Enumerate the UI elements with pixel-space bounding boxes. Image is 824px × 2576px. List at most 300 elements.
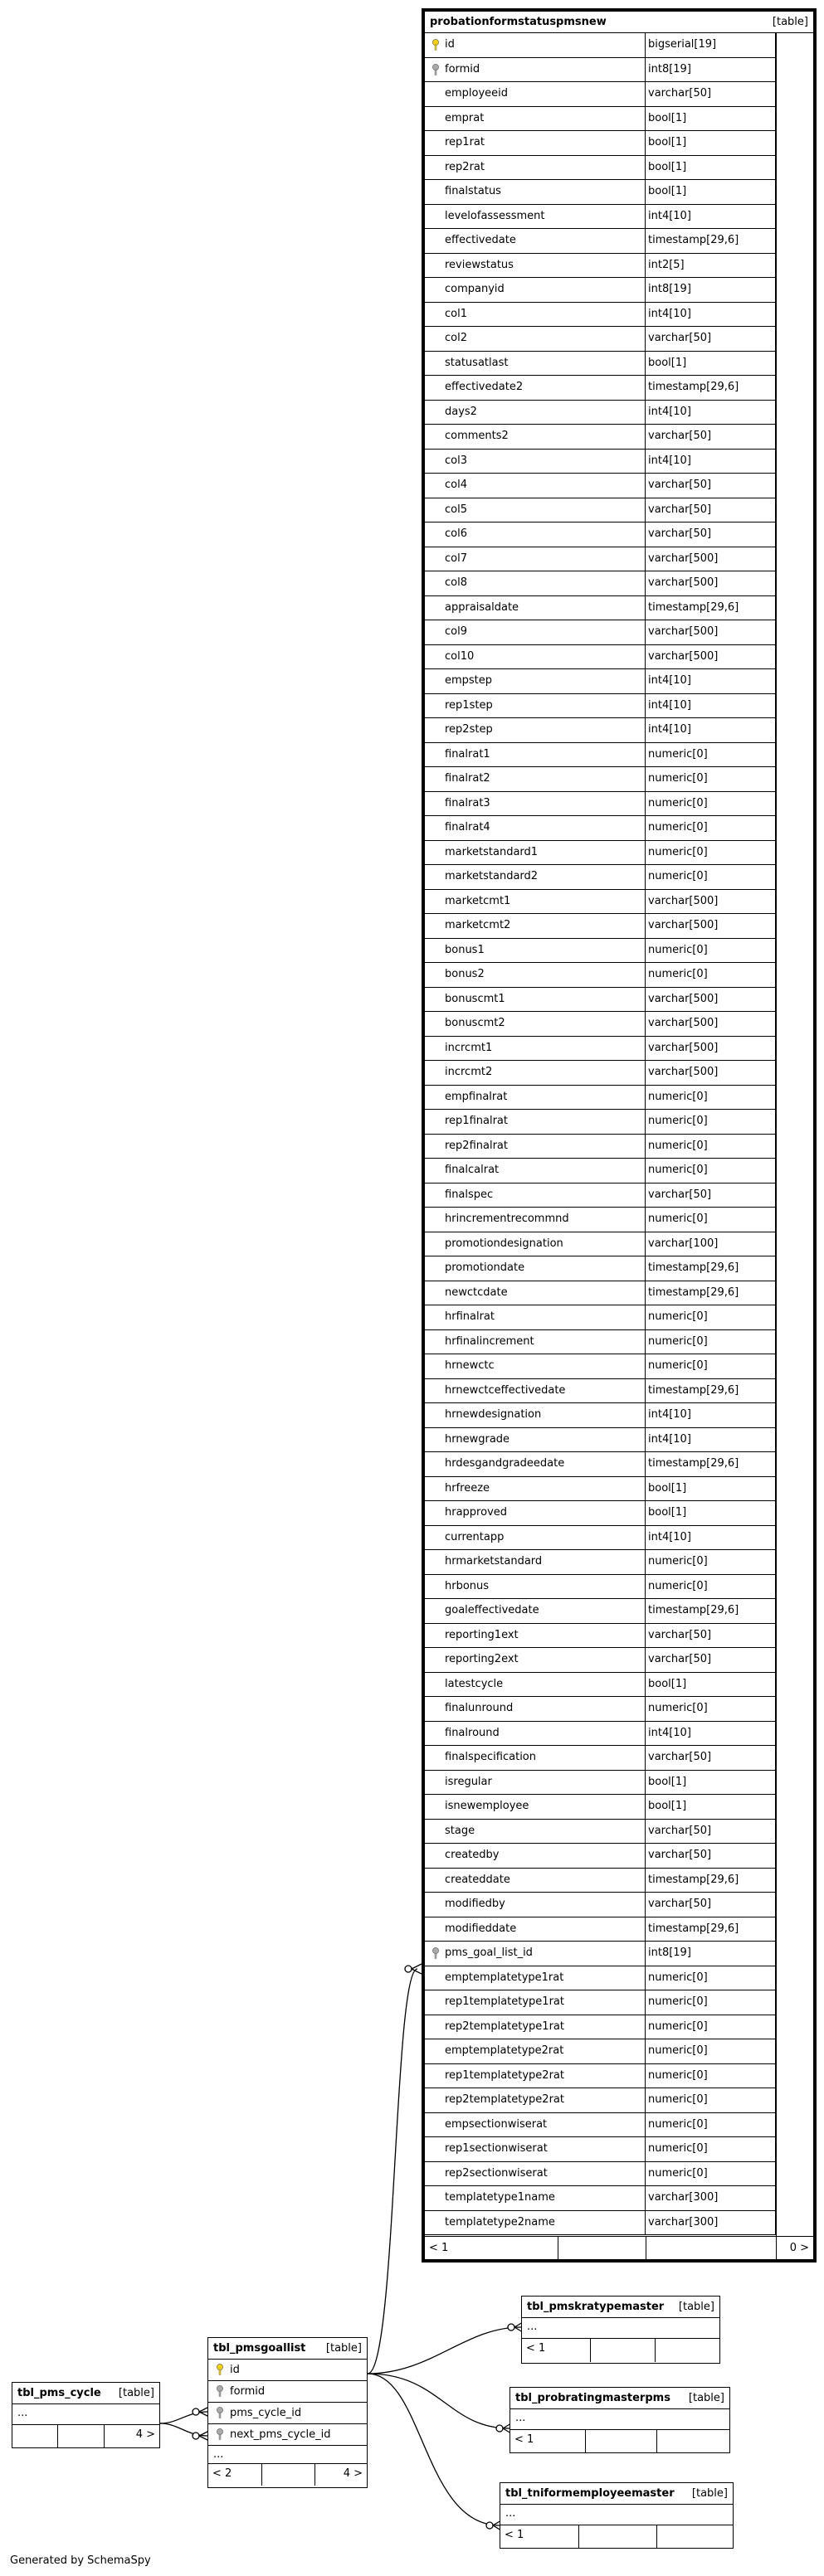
column-type: int4[10] — [646, 694, 776, 718]
table-right-strip — [776, 33, 777, 2236]
table-kind: [table] — [772, 16, 808, 28]
column-name: statusatlast — [425, 352, 646, 376]
column-row[interactable] — [425, 1624, 776, 1649]
column-type: numeric[0] — [646, 1697, 776, 1721]
table-tbl-pmskratypemaster[interactable] — [521, 2296, 720, 2364]
table-kind: [table] — [688, 2392, 724, 2404]
column-name: hrapproved — [425, 1501, 646, 1525]
column-row[interactable] — [425, 156, 776, 181]
column-row[interactable] — [425, 1795, 776, 1820]
column-type: numeric[0] — [646, 743, 776, 767]
column-row[interactable] — [425, 1256, 776, 1281]
column-row[interactable] — [208, 2381, 367, 2403]
column-row[interactable] — [425, 1379, 776, 1404]
column-type: bool[1] — [646, 180, 776, 204]
column-name: finalstatus — [425, 180, 646, 204]
table-probationformstatuspmsnew[interactable] — [422, 8, 817, 2263]
column-name: promotiondesignation — [425, 1232, 646, 1256]
column-name: hrnewctceffectivedate — [425, 1379, 646, 1403]
column-name: rep2sectionwiserat — [425, 2162, 646, 2186]
primary-key-icon — [216, 2364, 224, 2375]
column-row[interactable] — [425, 205, 776, 230]
column-type: timestamp[29,6] — [646, 229, 776, 253]
column-type: int4[10] — [646, 450, 776, 474]
more-columns: ... — [208, 2446, 367, 2464]
primary-key-icon — [432, 39, 440, 51]
column-row[interactable] — [208, 2403, 367, 2424]
column-type: timestamp[29,6] — [646, 1869, 776, 1893]
table-name[interactable]: tbl_pmskratypemaster — [527, 2301, 665, 2313]
column-type: numeric[0] — [646, 2088, 776, 2112]
table-footer — [500, 2525, 733, 2549]
column-row[interactable] — [425, 890, 776, 915]
column-type: varchar[50] — [646, 425, 776, 449]
column-row[interactable] — [425, 1697, 776, 1722]
table-name[interactable]: tbl_pms_cycle — [17, 2387, 101, 2399]
column-row[interactable] — [425, 229, 776, 254]
relation-end-main — [405, 1966, 412, 1972]
column-row[interactable] — [425, 352, 776, 377]
column-type: int2[5] — [646, 254, 776, 278]
column-name: formid — [425, 58, 646, 82]
parents-count[interactable]: < 1 — [514, 2433, 534, 2446]
column-list — [208, 2360, 367, 2446]
column-type: varchar[50] — [646, 1624, 776, 1648]
column-type: numeric[0] — [646, 1990, 776, 2015]
column-type: numeric[0] — [646, 1330, 776, 1354]
column-row[interactable] — [425, 1208, 776, 1232]
column-type: bool[1] — [646, 131, 776, 155]
column-type: bool[1] — [646, 1771, 776, 1795]
column-row[interactable] — [425, 1746, 776, 1771]
column-list — [425, 33, 813, 2235]
column-row[interactable] — [425, 571, 776, 596]
column-row[interactable] — [425, 865, 776, 890]
column-row[interactable] — [425, 2064, 776, 2089]
column-name: formid — [230, 2385, 266, 2398]
column-type: varchar[50] — [646, 82, 776, 106]
column-type: numeric[0] — [646, 2039, 776, 2063]
column-row[interactable] — [425, 327, 776, 352]
column-type: numeric[0] — [646, 1550, 776, 1574]
column-name: pms_cycle_id — [230, 2407, 302, 2419]
table-header — [510, 2388, 729, 2409]
column-name: incrcmt2 — [425, 1061, 646, 1085]
more-columns: ... — [522, 2318, 719, 2339]
column-name: hrfinalincrement — [425, 1330, 646, 1354]
column-type: varchar[500] — [646, 571, 776, 595]
column-row[interactable] — [425, 107, 776, 132]
column-row[interactable] — [425, 1942, 776, 1966]
column-name: modifieddate — [425, 1917, 646, 1942]
column-type: bool[1] — [646, 107, 776, 131]
column-type: bool[1] — [646, 156, 776, 180]
table-footer — [522, 2339, 719, 2362]
column-row[interactable] — [425, 1061, 776, 1086]
column-row[interactable] — [425, 988, 776, 1013]
column-type: numeric[0] — [646, 2064, 776, 2088]
table-tbl-pmsgoallist[interactable] — [207, 2337, 368, 2488]
column-name: isregular — [425, 1771, 646, 1795]
column-name: effectivedate — [425, 229, 646, 253]
column-name: levelofassessment — [425, 205, 646, 229]
column-row[interactable] — [425, 425, 776, 450]
index-key-icon — [216, 2407, 224, 2418]
column-row[interactable] — [425, 2137, 776, 2162]
column-row[interactable] — [425, 841, 776, 866]
column-type: numeric[0] — [646, 1159, 776, 1183]
column-type: varchar[500] — [646, 1037, 776, 1061]
parents-count[interactable]: < 1 — [505, 2529, 524, 2541]
column-row[interactable] — [425, 33, 776, 58]
column-row[interactable] — [425, 1281, 776, 1306]
column-type: numeric[0] — [646, 1135, 776, 1159]
table-tbl-probratingmasterpms[interactable] — [510, 2387, 730, 2453]
column-row[interactable] — [425, 792, 776, 817]
column-name: latestcycle — [425, 1673, 646, 1697]
column-type: bigserial[19] — [646, 33, 776, 57]
column-row[interactable] — [425, 1893, 776, 1917]
column-name: pms_goal_list_id — [425, 1942, 646, 1966]
column-row[interactable] — [425, 1428, 776, 1453]
column-type: timestamp[29,6] — [646, 1599, 776, 1623]
column-row[interactable] — [425, 1232, 776, 1257]
column-name: templatetype1name — [425, 2186, 646, 2210]
column-row[interactable] — [425, 1184, 776, 1208]
column-type: int4[10] — [646, 1403, 776, 1427]
table-name[interactable]: tbl_pmsgoallist — [213, 2342, 306, 2355]
column-type: timestamp[29,6] — [646, 596, 776, 620]
column-row[interactable] — [425, 1820, 776, 1845]
column-type: varchar[300] — [646, 2211, 776, 2235]
column-type: int8[19] — [646, 1942, 776, 1966]
column-name: hrfreeze — [425, 1477, 646, 1501]
column-name: reviewstatus — [425, 254, 646, 278]
column-row[interactable] — [425, 718, 776, 743]
column-row[interactable] — [425, 2186, 776, 2211]
column-row[interactable] — [425, 2039, 776, 2064]
column-row[interactable] — [425, 1086, 776, 1111]
column-row[interactable] — [425, 2211, 776, 2236]
table-name[interactable]: tbl_tniformemployeemaster — [505, 2487, 675, 2500]
column-row[interactable] — [425, 1917, 776, 1942]
column-type: varchar[50] — [646, 1893, 776, 1917]
relation-cycle-to-goallist-a — [160, 2412, 207, 2423]
column-type: numeric[0] — [646, 1110, 776, 1134]
column-type: varchar[50] — [646, 327, 776, 351]
table-kind: [table] — [678, 2301, 714, 2313]
column-name: empstep — [425, 669, 646, 693]
column-name: newctcdate — [425, 1281, 646, 1305]
column-type: varchar[50] — [646, 522, 776, 547]
column-row[interactable] — [425, 1330, 776, 1355]
column-type: varchar[500] — [646, 620, 776, 644]
column-row[interactable] — [425, 522, 776, 547]
column-type: int8[19] — [646, 278, 776, 302]
column-name: rep2step — [425, 718, 646, 742]
column-type: varchar[500] — [646, 914, 776, 938]
table-tbl-pms-cycle[interactable] — [12, 2382, 160, 2448]
column-name: emptemplatetype2rat — [425, 2039, 646, 2063]
column-name: finalunround — [425, 1697, 646, 1721]
column-row[interactable] — [425, 1501, 776, 1526]
column-type: int4[10] — [646, 718, 776, 742]
column-name: col1 — [425, 303, 646, 327]
column-name: rep2templatetype1rat — [425, 2015, 646, 2039]
column-row[interactable] — [425, 498, 776, 523]
column-type: numeric[0] — [646, 2137, 776, 2161]
column-type: numeric[0] — [646, 963, 776, 987]
generated-by-label: Generated by SchemaSpy — [10, 2554, 151, 2567]
column-type: numeric[0] — [646, 792, 776, 816]
parents-count[interactable]: < 1 — [429, 2242, 449, 2254]
column-row[interactable] — [425, 547, 776, 572]
parents-count[interactable]: < 2 — [212, 2467, 232, 2480]
column-name: id — [425, 33, 646, 57]
column-name: employeeid — [425, 82, 646, 106]
column-row[interactable] — [425, 1990, 776, 2015]
column-name: emprat — [425, 107, 646, 131]
column-name: modifiedby — [425, 1893, 646, 1917]
table-header — [12, 2383, 159, 2404]
column-row[interactable] — [425, 1844, 776, 1869]
column-name: finalround — [425, 1722, 646, 1746]
column-name: templatetype2name — [425, 2211, 646, 2235]
column-row[interactable] — [425, 1869, 776, 1893]
column-row[interactable] — [425, 278, 776, 303]
column-name: empsectionwiserat — [425, 2113, 646, 2137]
column-name: col9 — [425, 620, 646, 644]
column-name: createdby — [425, 1844, 646, 1868]
column-row[interactable] — [425, 1477, 776, 1502]
column-row[interactable] — [425, 1550, 776, 1575]
column-name: comments2 — [425, 425, 646, 449]
column-row[interactable] — [425, 376, 776, 401]
column-type: numeric[0] — [646, 865, 776, 889]
column-type: int4[10] — [646, 401, 776, 425]
column-type: varchar[500] — [646, 988, 776, 1012]
relation-goallist-to-main — [368, 1969, 417, 2374]
column-name: reporting2ext — [425, 1648, 646, 1672]
column-row[interactable] — [208, 2360, 367, 2381]
column-row[interactable] — [425, 1452, 776, 1477]
column-row[interactable] — [425, 2015, 776, 2040]
column-row[interactable] — [425, 1673, 776, 1698]
column-type: varchar[50] — [646, 1648, 776, 1672]
table-kind: [table] — [325, 2342, 362, 2355]
column-type: varchar[50] — [646, 498, 776, 522]
column-row[interactable] — [425, 1648, 776, 1673]
column-type: bool[1] — [646, 1501, 776, 1525]
column-name: rep1templatetype1rat — [425, 1990, 646, 2015]
column-row[interactable] — [425, 2113, 776, 2138]
table-header — [500, 2483, 733, 2505]
column-type: varchar[500] — [646, 890, 776, 914]
column-row[interactable] — [425, 694, 776, 719]
column-name: rep1rat — [425, 131, 646, 155]
column-name: goaleffectivedate — [425, 1599, 646, 1623]
column-row[interactable] — [425, 939, 776, 964]
column-row[interactable] — [425, 914, 776, 939]
column-type: numeric[0] — [646, 816, 776, 840]
column-row[interactable] — [425, 450, 776, 474]
column-row[interactable] — [425, 1526, 776, 1551]
column-row[interactable] — [425, 1135, 776, 1159]
column-row[interactable] — [425, 645, 776, 670]
column-row[interactable] — [425, 2088, 776, 2113]
column-name: days2 — [425, 401, 646, 425]
column-row[interactable] — [425, 1354, 776, 1379]
table-footer — [12, 2425, 159, 2448]
column-name: bonuscmt2 — [425, 1012, 646, 1036]
column-row[interactable] — [425, 2162, 776, 2187]
column-type: int4[10] — [646, 205, 776, 229]
column-name: empfinalrat — [425, 1086, 646, 1110]
column-row[interactable] — [425, 816, 776, 841]
column-row[interactable] — [425, 1575, 776, 1600]
parents-count[interactable]: < 1 — [526, 2342, 546, 2355]
column-type: varchar[500] — [646, 1061, 776, 1085]
index-key-icon — [216, 2428, 224, 2440]
column-row[interactable] — [425, 82, 776, 107]
table-footer — [510, 2430, 729, 2453]
table-name[interactable]: tbl_probratingmasterpms — [515, 2392, 670, 2404]
table-name[interactable]: probationformstatuspmsnew — [430, 16, 607, 28]
column-row[interactable] — [425, 58, 776, 83]
column-type: bool[1] — [646, 1795, 776, 1819]
column-type: varchar[500] — [646, 645, 776, 669]
column-name: companyid — [425, 278, 646, 302]
column-name: reporting1ext — [425, 1624, 646, 1648]
column-name: col6 — [425, 522, 646, 547]
column-name: hrfinalrat — [425, 1305, 646, 1329]
column-type: int4[10] — [646, 1428, 776, 1452]
column-type: numeric[0] — [646, 1305, 776, 1329]
column-row[interactable] — [425, 303, 776, 328]
column-type: numeric[0] — [646, 2015, 776, 2039]
column-type: numeric[0] — [646, 1208, 776, 1232]
column-name: stage — [425, 1820, 646, 1844]
column-row[interactable] — [425, 767, 776, 792]
column-name: marketcmt1 — [425, 890, 646, 914]
column-name: emptemplatetype1rat — [425, 1966, 646, 1990]
column-type: numeric[0] — [646, 1575, 776, 1599]
column-row[interactable] — [425, 180, 776, 205]
column-name: rep2templatetype2rat — [425, 2088, 646, 2112]
column-type: varchar[50] — [646, 1844, 776, 1868]
column-type: bool[1] — [646, 1673, 776, 1697]
column-row[interactable] — [425, 1403, 776, 1428]
column-type: numeric[0] — [646, 2113, 776, 2137]
column-name: bonus1 — [425, 939, 646, 963]
column-name: hrnewctc — [425, 1354, 646, 1378]
column-row[interactable] — [425, 669, 776, 694]
column-row[interactable] — [425, 131, 776, 156]
column-row[interactable] — [425, 1599, 776, 1624]
column-row[interactable] — [425, 1966, 776, 1991]
column-name: marketstandard1 — [425, 841, 646, 865]
column-row[interactable] — [425, 596, 776, 621]
column-name: col7 — [425, 547, 646, 571]
column-row[interactable] — [425, 1305, 776, 1330]
column-name: appraisaldate — [425, 596, 646, 620]
column-type: bool[1] — [646, 352, 776, 376]
column-type: numeric[0] — [646, 1086, 776, 1110]
column-row[interactable] — [425, 1012, 776, 1037]
column-name: col4 — [425, 474, 646, 498]
column-name: finalrat1 — [425, 743, 646, 767]
column-row[interactable] — [425, 620, 776, 645]
index-key-icon — [432, 64, 440, 75]
column-name: next_pms_cycle_id — [230, 2428, 331, 2441]
column-name: finalcalrat — [425, 1159, 646, 1183]
column-name: finalrat4 — [425, 816, 646, 840]
column-name: hrdesgandgradeedate — [425, 1452, 646, 1476]
column-name: id — [230, 2364, 240, 2376]
column-name: hrincrementrecommnd — [425, 1208, 646, 1232]
children-count[interactable]: 0 > — [789, 2242, 809, 2254]
column-type: numeric[0] — [646, 1354, 776, 1378]
column-name: effectivedate2 — [425, 376, 646, 400]
column-type: numeric[0] — [646, 841, 776, 865]
column-row[interactable] — [425, 1159, 776, 1184]
table-footer — [425, 2236, 813, 2259]
column-row[interactable] — [425, 474, 776, 498]
column-name: rep1finalrat — [425, 1110, 646, 1134]
column-type: bool[1] — [646, 1477, 776, 1501]
column-row[interactable] — [425, 963, 776, 988]
column-row[interactable] — [425, 401, 776, 425]
column-name: finalrat2 — [425, 767, 646, 791]
column-name: col8 — [425, 571, 646, 595]
more-columns: ... — [510, 2409, 729, 2430]
column-name: col5 — [425, 498, 646, 522]
column-name: isnewemployee — [425, 1795, 646, 1819]
column-type: numeric[0] — [646, 1966, 776, 1990]
column-type: int8[19] — [646, 58, 776, 82]
column-type: varchar[100] — [646, 1232, 776, 1256]
column-row[interactable] — [425, 1722, 776, 1747]
column-type: varchar[500] — [646, 1012, 776, 1036]
relation-goallist-to-tniform — [368, 2374, 500, 2525]
column-name: rep1templatetype2rat — [425, 2064, 646, 2088]
column-row[interactable] — [425, 254, 776, 279]
column-name: finalspecification — [425, 1746, 646, 1770]
table-tbl-tniformemployeemaster[interactable] — [500, 2482, 734, 2549]
column-type: int4[10] — [646, 669, 776, 693]
column-row[interactable] — [425, 1771, 776, 1796]
column-type: timestamp[29,6] — [646, 1452, 776, 1476]
column-name: hrnewgrade — [425, 1428, 646, 1452]
column-row[interactable] — [208, 2424, 367, 2446]
column-name: col2 — [425, 327, 646, 351]
column-row[interactable] — [425, 743, 776, 768]
column-type: timestamp[29,6] — [646, 1379, 776, 1403]
children-count[interactable]: 4 > — [135, 2428, 155, 2441]
column-row[interactable] — [425, 1110, 776, 1135]
column-type: varchar[50] — [646, 1820, 776, 1844]
table-header — [208, 2338, 367, 2360]
index-key-icon — [432, 1947, 440, 1959]
column-name: col10 — [425, 645, 646, 669]
column-type: timestamp[29,6] — [646, 376, 776, 400]
column-name: incrcmt1 — [425, 1037, 646, 1061]
column-row[interactable] — [425, 1037, 776, 1062]
column-name: rep2rat — [425, 156, 646, 180]
relation-cycle-to-goallist-b — [160, 2423, 207, 2436]
column-name: hrnewdesignation — [425, 1403, 646, 1427]
children-count[interactable]: 4 > — [343, 2467, 363, 2480]
